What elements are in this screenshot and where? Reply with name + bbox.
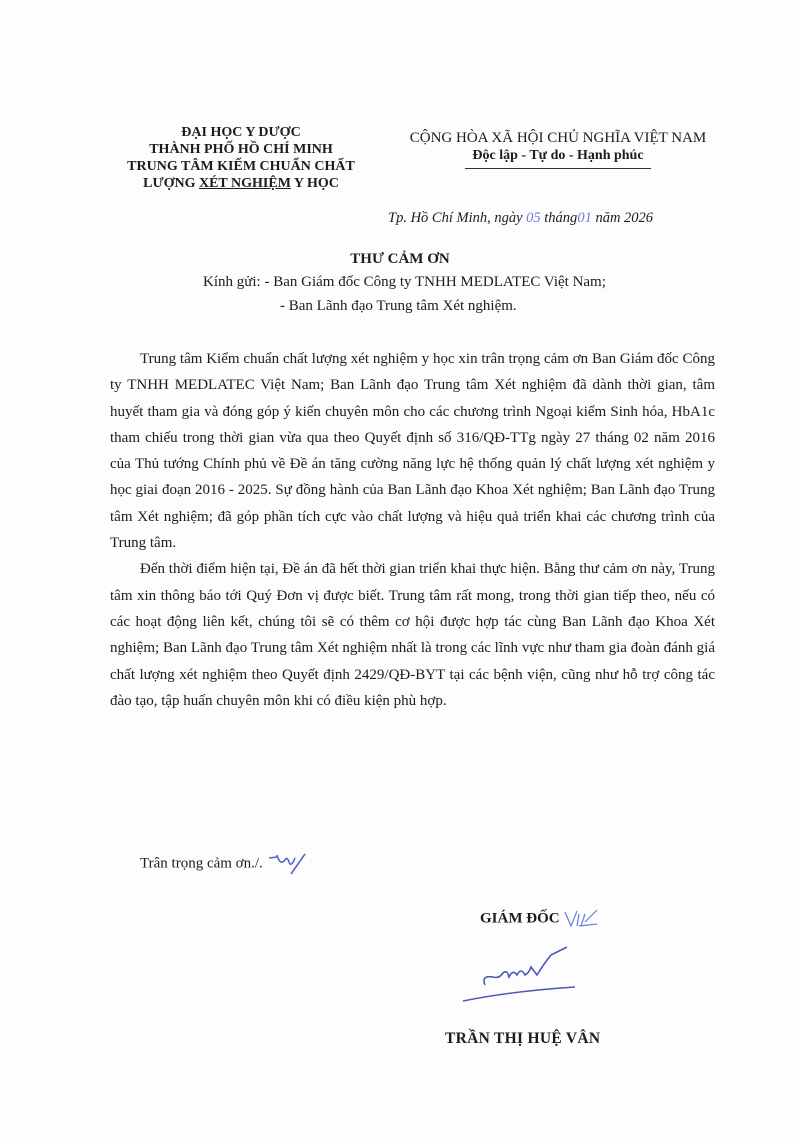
national-header (382, 129, 734, 169)
issuer-header (100, 124, 382, 192)
issuer-line-1: ĐẠI HỌC Y DƯỢC (181, 125, 301, 140)
issuer-line-4 (100, 175, 382, 192)
recipient-label: Kính gửi: (203, 274, 261, 290)
signature-icon (463, 945, 593, 1005)
date-month-label: tháng (544, 210, 578, 226)
signer-title (480, 908, 599, 930)
signer-title-text: GIÁM ĐỐC (480, 910, 560, 927)
nation-name: CỘNG HÒA XÃ HỘI CHỦ NGHĨA VIỆT NAM (409, 130, 707, 146)
date-day: 05 (526, 210, 541, 226)
initial-signature-icon (267, 850, 307, 878)
date-month: 01 (577, 210, 592, 226)
issuer-underlined: XÉT NGHIỆM (198, 176, 291, 191)
motto-underline (465, 168, 651, 169)
signer-name: TRẦN THỊ HUỆ VÂN (445, 1030, 601, 1047)
issuer-line-2: THÀNH PHỐ HỒ CHÍ MINH (149, 142, 333, 157)
date-prefix: Tp. Hồ Chí Minh, ngày (388, 210, 523, 226)
recipient-row-1 (203, 270, 606, 294)
letter-body (110, 346, 715, 714)
letter-title: THƯ CẢM ƠN (350, 251, 450, 267)
closing-text: Trân trọng cảm ơn./. (140, 855, 263, 872)
title-initial-icon (563, 908, 599, 930)
issuer-line-3: TRUNG TÂM KIỂM CHUẨN CHẤT (127, 159, 355, 174)
date-year: năm 2026 (595, 210, 654, 226)
recipients (203, 270, 606, 318)
document-date (388, 210, 653, 227)
recipient-1: - Ban Giám đốc Công ty TNHH MEDLATEC Việt Nam; (264, 274, 606, 290)
body-paragraph-1: Trung tâm Kiểm chuẩn chất lượng xét nghiệm y học xin trân trọng cảm ơn Ban Giám đốc Công ty TNHH MEDLATEC Việt Nam; Ban Lãnh đạo Trung tâm Xét nghiệm đã dành thời gian, tâm huyết tham gia và đóng góp ý kiến chuyên môn cho các chương trình Ngoại kiểm Sinh hóa, HbA1c tham chiếu trong thời gian vừa qua theo Quyết định số 316/QĐ-TTg ngày 27 tháng 02 năm 2016 của Thủ tướng Chính phủ về Đề án tăng cường năng lực hệ thống quản lý chất lượng xét nghiệm y học giai đoạn 2016 - 2025. Sự đồng hành của Ban Lãnh đạo Khoa Xét nghiệm; Ban Lãnh đạo Trung tâm Xét nghiệm; đã góp phần tích cực vào chất lượng và hiệu quả triển khai các chương trình của Trung tâm. (110, 351, 715, 552)
national-motto: Độc lập - Tự do - Hạnh phúc (472, 148, 644, 163)
handwritten-signature (463, 945, 593, 1010)
issuer-word: Y HỌC (293, 176, 339, 191)
issuer-word: LƯỢNG (143, 176, 196, 191)
recipient-2: - Ban Lãnh đạo Trung tâm Xét nghiệm. (280, 298, 517, 314)
closing-line (140, 850, 307, 878)
body-paragraph-2: Đến thời điểm hiện tại, Đề án đã hết thời gian triển khai thực hiện. Bằng thư cảm ơn này, Trung tâm xin thông báo tới Quý Đơn vị được biết. Trung tâm rất mong, trong thời gian tiếp theo, nếu có các hoạt động liên kết, chúng tôi sẽ có thêm cơ hội được hợp tác cùng Ban Lãnh đạo Khoa Xét nghiệm; Ban Lãnh đạo Trung tâm Xét nghiệm nhất là trong các lĩnh vực như tham gia đoàn đánh giá chất lượng xét nghiệm theo Quyết định 2429/QĐ-BYT tại các bệnh viện, cũng như hỗ trợ công tác đào tạo, tập huấn chuyên môn khi có điều kiện phù hợp. (110, 561, 715, 709)
